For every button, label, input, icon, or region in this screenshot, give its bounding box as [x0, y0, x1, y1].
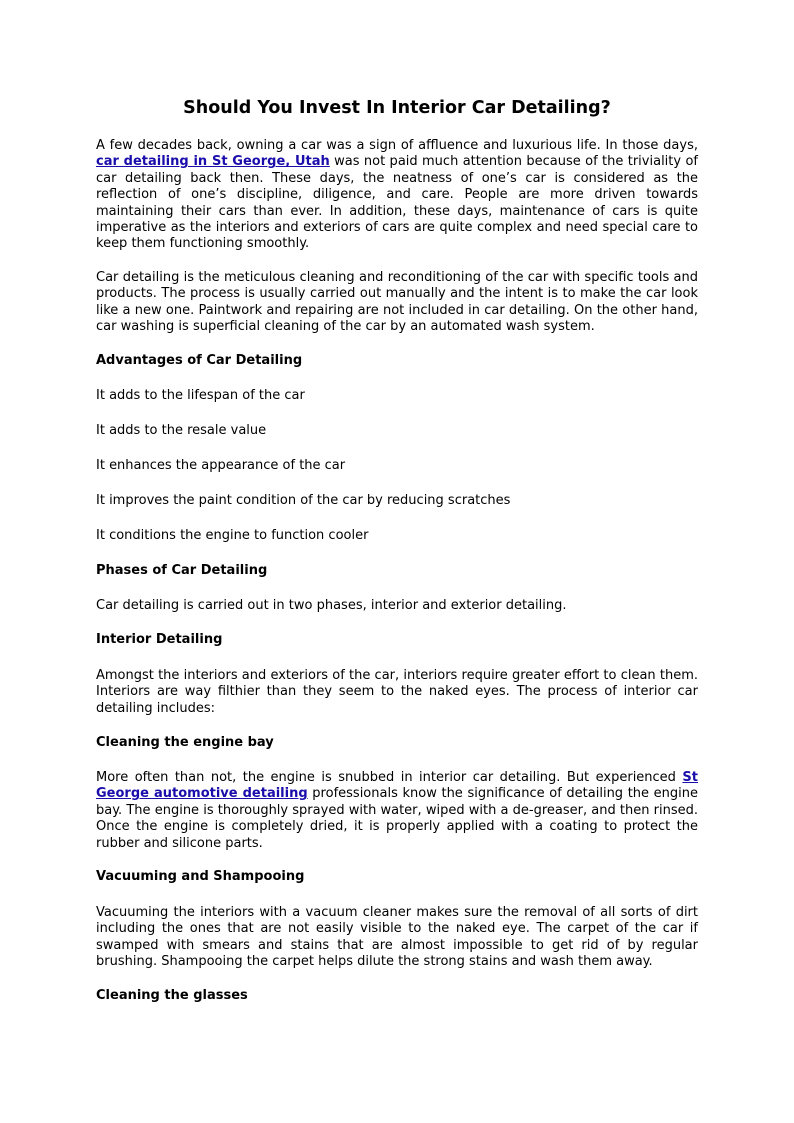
car-detailing-st-george-link[interactable]: car detailing in St George, Utah: [96, 154, 330, 170]
advantage-item: It enhances the appearance of the car: [96, 458, 346, 473]
advantage-item: It adds to the lifespan of the car: [96, 388, 305, 403]
intro-text-before: A few decades back, owning a car was a sign of affluence and luxurious life. In those days,: [96, 138, 698, 153]
phases-text: Car detailing is carried out in two phases, interior and exterior detailing.: [96, 598, 567, 613]
interior-heading: Interior Detailing: [96, 632, 223, 647]
engine-bay-text-before: More often than not, the engine is snubbed in interior car detailing. But experienced: [96, 770, 683, 785]
vacuuming-paragraph: Vacuuming the interiors with a vacuum cleaner makes sure the removal of all sorts of dirt including the ones that are not easily visible to the naked eye. The carpet of the car if swamped with smears and stains that are almost impossible to get rid of by regular brushing. Shampooing the carpet helps dilute the strong stains and wash them away.: [96, 905, 698, 970]
page-title: Should You Invest In Interior Car Detailing?: [183, 98, 611, 118]
advantage-item: It adds to the resale value: [96, 423, 267, 438]
engine-bay-heading: Cleaning the engine bay: [96, 735, 274, 750]
st-george-automotive-detailing-link[interactable]: St George automotive detailing: [96, 770, 698, 802]
engine-bay-paragraph: [96, 770, 698, 852]
advantage-item: It improves the paint condition of the car by reducing scratches: [96, 493, 511, 508]
intro-paragraph: [96, 138, 698, 253]
engine-bay-text-after: professionals know the significance of detailing the engine bay. The engine is thoroughly sprayed with water, wiped with a de-greaser, and then rinsed. Once the engine is completely dried, it is properly applied with a coating to protect the rubber and silicone parts.: [96, 786, 699, 851]
interior-paragraph: Amongst the interiors and exteriors of the car, interiors require greater effort to clean them. Interiors are way filthier than they seem to the naked eyes. The process of interior car detailing includes:: [96, 668, 698, 716]
definition-paragraph: Car detailing is the meticulous cleaning and reconditioning of the car with specific tools and products. The process is usually carried out manually and the intent is to make the car look like a new one. Paintwork and repairing are not included in car detailing. On the other hand, car washing is superficial cleaning of the car by an automated wash system.: [96, 270, 698, 335]
advantages-heading: Advantages of Car Detailing: [96, 353, 303, 368]
glasses-heading: Cleaning the glasses: [96, 988, 248, 1003]
vacuuming-heading: Vacuuming and Shampooing: [96, 869, 305, 884]
advantage-item: It conditions the engine to function cooler: [96, 528, 369, 543]
intro-text-after: was not paid much attention because of the triviality of car detailing back then. These days, the neatness of one’s car is considered as the reflection of one’s discipline, diligence, and care. People are more driven towards maintaining their cars than ever. In addition, these days, maintenance of cars is quite imperative as the interiors and exteriors of cars are quite complex and need special care to keep them functioning smoothly.: [96, 154, 698, 252]
phases-heading: Phases of Car Detailing: [96, 563, 268, 578]
